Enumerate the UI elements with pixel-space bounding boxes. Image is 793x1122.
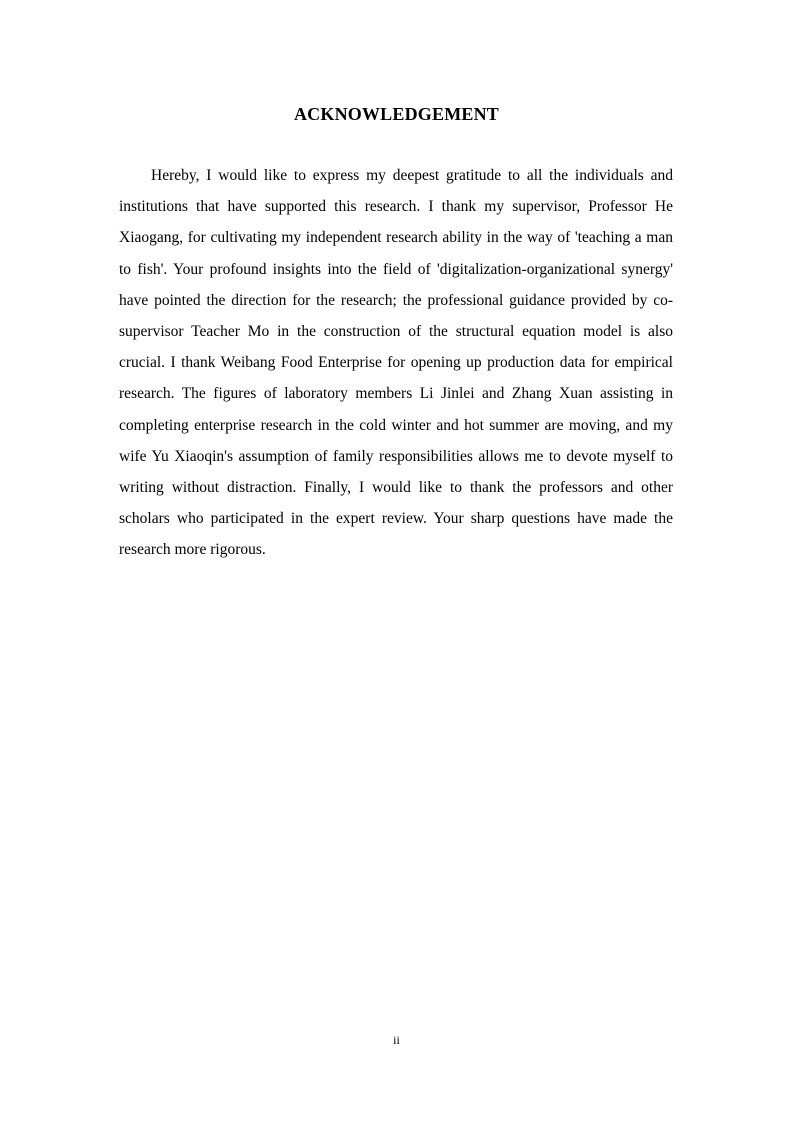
acknowledgement-paragraph: Hereby, I would like to express my deepest gratitude to all the individuals and institutions that have supported this research. I thank my supervisor, Professor He Xiaogang, for cultivating my independent research ability in the way of 'teaching a man to fish'. Your profound insights into the field of 'digitalization-organizational synergy' have pointed the direction for the research; the professional guidance provided by co-supervisor Teacher Mo in the construction of the structural equation model is also crucial. I thank Weibang Food Enterprise for opening up production data for empirical research. The figures of laboratory members Li Jinlei and Zhang Xuan assisting in completing enterprise research in the cold winter and hot summer are moving, and my wife Yu Xiaoqin's assumption of family responsibilities allows me to devote myself to writing without distraction. Finally, I would like to thank the professors and other scholars who participated in the expert review. Your sharp questions have made the research more rigorous. bbox=[119, 167, 673, 559]
page-number: ii bbox=[393, 1033, 400, 1047]
page-title: ACKNOWLEDGEMENT bbox=[293, 104, 500, 124]
